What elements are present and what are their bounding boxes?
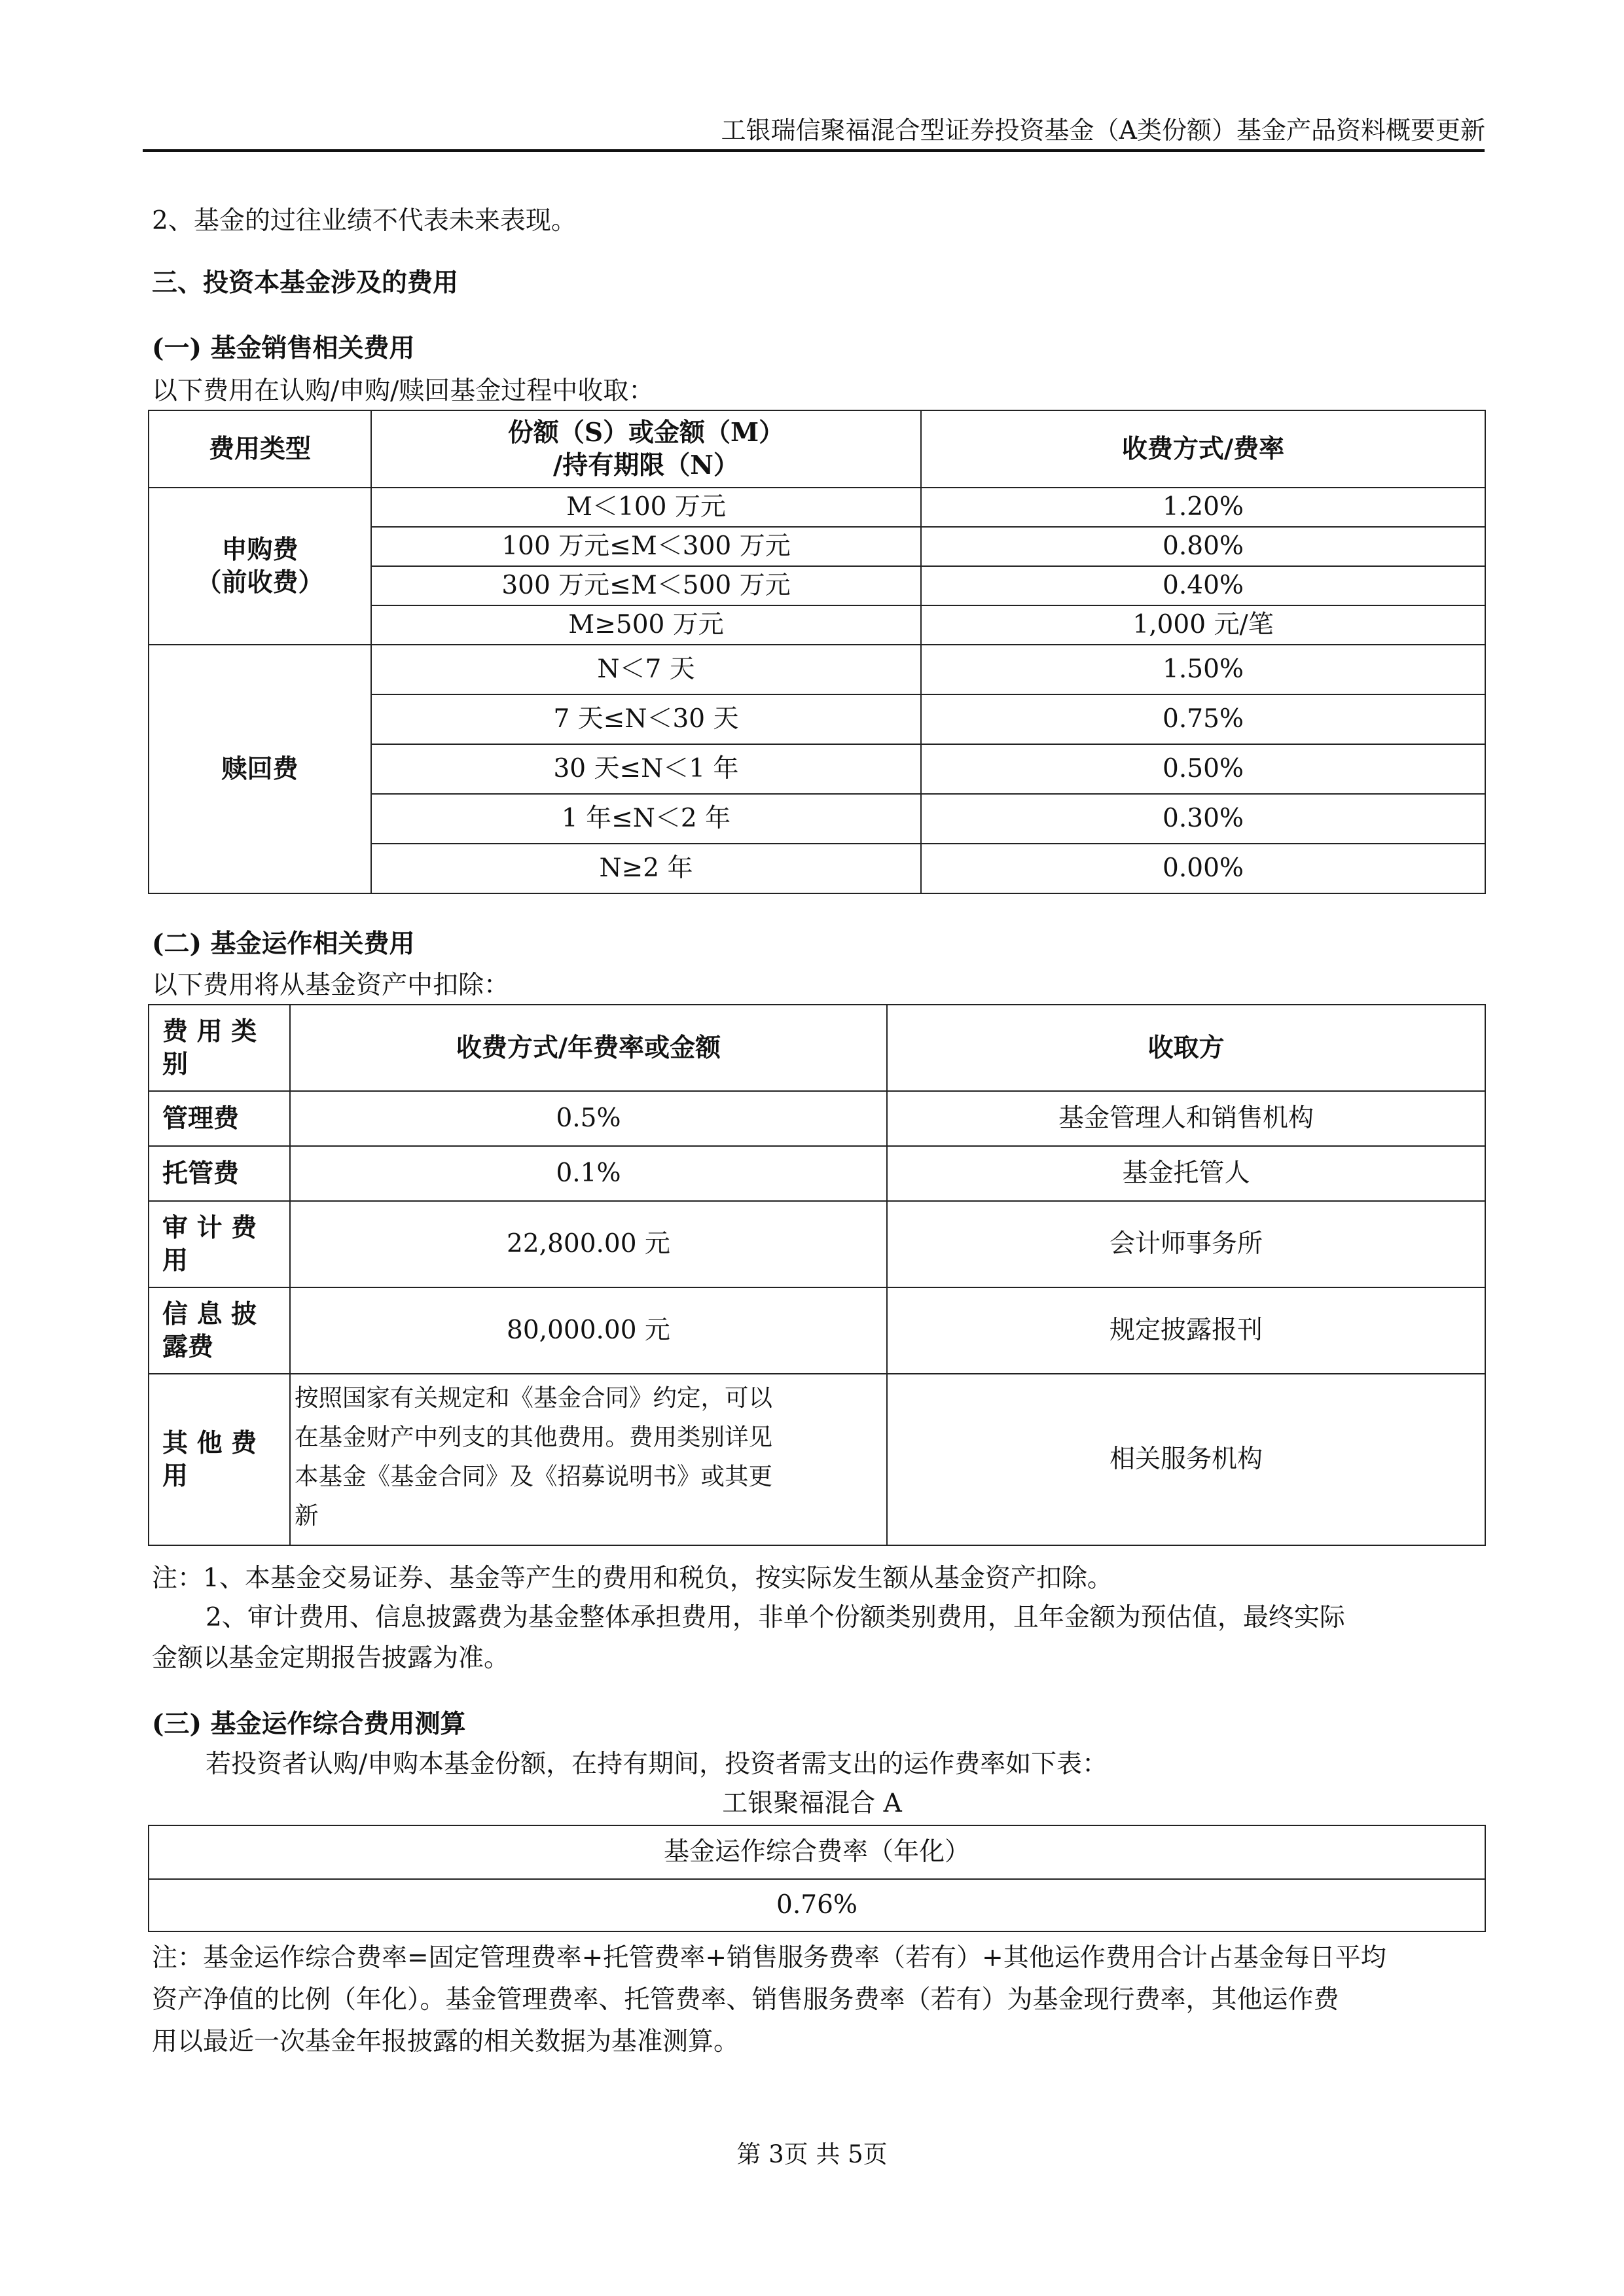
comprehensive-note-line: 资产净值的比例（年化）。基金管理费率、托管费率、销售服务费率（若有）为基金现行费率，其他运作费 [152, 1985, 1339, 2015]
sales-fee-title: (一) 基金销售相关费用 [152, 333, 415, 363]
fee-category [149, 1201, 290, 1287]
purchase-rate: 1,000 元/笔 [921, 605, 1485, 645]
fee-recipient: 相关服务机构 [887, 1374, 1485, 1545]
table-row [149, 1146, 1485, 1201]
purchase-fee-label-line1: 申购费 [221, 535, 298, 565]
fee-category-line1: 管理费 [162, 1103, 240, 1134]
fee-method: 0.1% [290, 1146, 887, 1201]
table-row [149, 1374, 1485, 1545]
redemption-fee-label: 赎回费 [149, 645, 371, 893]
fee-category-line2: 用 [162, 1461, 189, 1491]
header-rate: 收费方式/费率 [921, 410, 1485, 488]
operation-note-2-line1: 2、审计费用、信息披露费为基金整体承担费用，非单个份额类别费用，且年金额为预估值，最终实际 [206, 1603, 1345, 1632]
purchase-range: M＜100 万元 [371, 488, 921, 527]
fee-method: 80,000.00 元 [290, 1287, 887, 1374]
other-fee-method-line: 按照国家有关规定和《基金合同》约定，可以 [295, 1384, 772, 1412]
redemption-rate: 0.30% [921, 794, 1485, 844]
fee-category-line2: 用 [162, 1246, 189, 1276]
header-rule [143, 149, 1485, 152]
fee-category [149, 1287, 290, 1374]
comprehensive-table-caption: 工银聚福混合 A [722, 1789, 902, 1818]
operation-note-1: 注：1、本基金交易证券、基金等产生的费用和税负，按实际发生额从基金资产扣除。 [152, 1564, 1113, 1593]
header-fee-category-line1: 费 用 类 [162, 1016, 257, 1047]
running-header: 工银瑞信聚福混合型证券投资基金（A类份额）基金产品资料概要更新 [721, 116, 1485, 145]
section-title: 三、投资本基金涉及的费用 [152, 268, 459, 298]
redemption-range: N≥2 年 [371, 844, 921, 893]
other-fee-method [290, 1374, 887, 1545]
redemption-rate: 0.75% [921, 694, 1485, 744]
purchase-rate: 0.40% [921, 566, 1485, 605]
sales-fee-header-row [149, 410, 1485, 488]
redemption-range: N＜7 天 [371, 645, 921, 694]
comprehensive-value-row [149, 1879, 1485, 1931]
fee-category-line1: 审 计 费 [162, 1213, 257, 1243]
purchase-fee-label-line2: （前收费） [196, 567, 324, 598]
sales-fee-desc: 以下费用在认购/申购/赎回基金过程中收取： [152, 376, 655, 406]
purchase-rate: 1.20% [921, 488, 1485, 527]
table-row [149, 1091, 1485, 1146]
table-row [149, 1201, 1485, 1287]
fee-recipient: 规定披露报刊 [887, 1287, 1485, 1374]
redemption-range: 30 天≤N＜1 年 [371, 744, 921, 794]
comprehensive-note-line: 用以最近一次基金年报披露的相关数据为基准测算。 [152, 2027, 740, 2056]
comprehensive-fee-desc: 若投资者认购/申购本基金份额，在持有期间，投资者需支出的运作费率如下表： [206, 1749, 1108, 1779]
fee-recipient: 基金管理人和销售机构 [887, 1091, 1485, 1146]
header-method: 收费方式/年费率或金额 [290, 1005, 887, 1091]
redemption-rate: 0.50% [921, 744, 1485, 794]
table-row [149, 645, 1485, 694]
redemption-range: 7 天≤N＜30 天 [371, 694, 921, 744]
header-fee-category-line2: 别 [162, 1049, 189, 1079]
header-range-line1: 份额（S）或金额（M） [507, 418, 785, 448]
other-fee-method-line: 本基金《基金合同》及《招募说明书》或其更 [295, 1462, 772, 1490]
fee-category-line1: 其 他 费 [162, 1428, 257, 1458]
purchase-fee-label [149, 488, 371, 645]
comprehensive-header-row [149, 1825, 1485, 1879]
operation-note-2-line2: 金额以基金定期报告披露为准。 [152, 1643, 510, 1673]
fee-recipient: 会计师事务所 [887, 1201, 1485, 1287]
other-fee-method-line: 新 [295, 1501, 319, 1530]
fee-method: 22,800.00 元 [290, 1201, 887, 1287]
past-performance-note: 2、基金的过往业绩不代表未来表现。 [152, 206, 577, 236]
operation-fee-table [148, 1004, 1486, 1546]
fee-category [149, 1146, 290, 1201]
fee-category-line1: 托管费 [162, 1158, 240, 1189]
purchase-range: 300 万元≤M＜500 万元 [371, 566, 921, 605]
fee-recipient: 基金托管人 [887, 1146, 1485, 1201]
table-row [149, 1287, 1485, 1374]
redemption-range: 1 年≤N＜2 年 [371, 794, 921, 844]
purchase-range: 100 万元≤M＜300 万元 [371, 527, 921, 566]
header-recipient: 收取方 [887, 1005, 1485, 1091]
comprehensive-header: 基金运作综合费率（年化） [149, 1825, 1485, 1879]
fee-category-line2: 露费 [162, 1332, 214, 1362]
sales-fee-table [148, 410, 1486, 894]
redemption-rate: 0.00% [921, 844, 1485, 893]
operation-fee-desc: 以下费用将从基金资产中扣除： [152, 971, 510, 1000]
fee-method: 0.5% [290, 1091, 887, 1146]
other-fee-method-line: 在基金财产中列支的其他费用。费用类别详见 [295, 1423, 772, 1451]
operation-fee-title: (二) 基金运作相关费用 [152, 929, 415, 959]
fee-category [149, 1374, 290, 1545]
header-fee-type: 费用类型 [149, 410, 371, 488]
header-range-line2: /持有期限（N） [553, 450, 739, 480]
purchase-range: M≥500 万元 [371, 605, 921, 645]
table-row [149, 488, 1485, 527]
operation-fee-header-row [149, 1005, 1485, 1091]
comprehensive-value: 0.76% [149, 1879, 1485, 1931]
fee-category-line1: 信 息 披 [162, 1299, 257, 1329]
comprehensive-fee-table [148, 1825, 1486, 1932]
comprehensive-fee-title: (三) 基金运作综合费用测算 [152, 1709, 466, 1739]
redemption-rate: 1.50% [921, 645, 1485, 694]
page-number: 第 3页 共 5页 [736, 2140, 888, 2168]
purchase-rate: 0.80% [921, 527, 1485, 566]
header-range [371, 410, 921, 488]
header-fee-category [149, 1005, 290, 1091]
comprehensive-note-line: 注：基金运作综合费率=固定管理费率+托管费率+销售服务费率（若有）+其他运作费用合计占基金每日平均 [152, 1943, 1386, 1973]
fee-category [149, 1091, 290, 1146]
